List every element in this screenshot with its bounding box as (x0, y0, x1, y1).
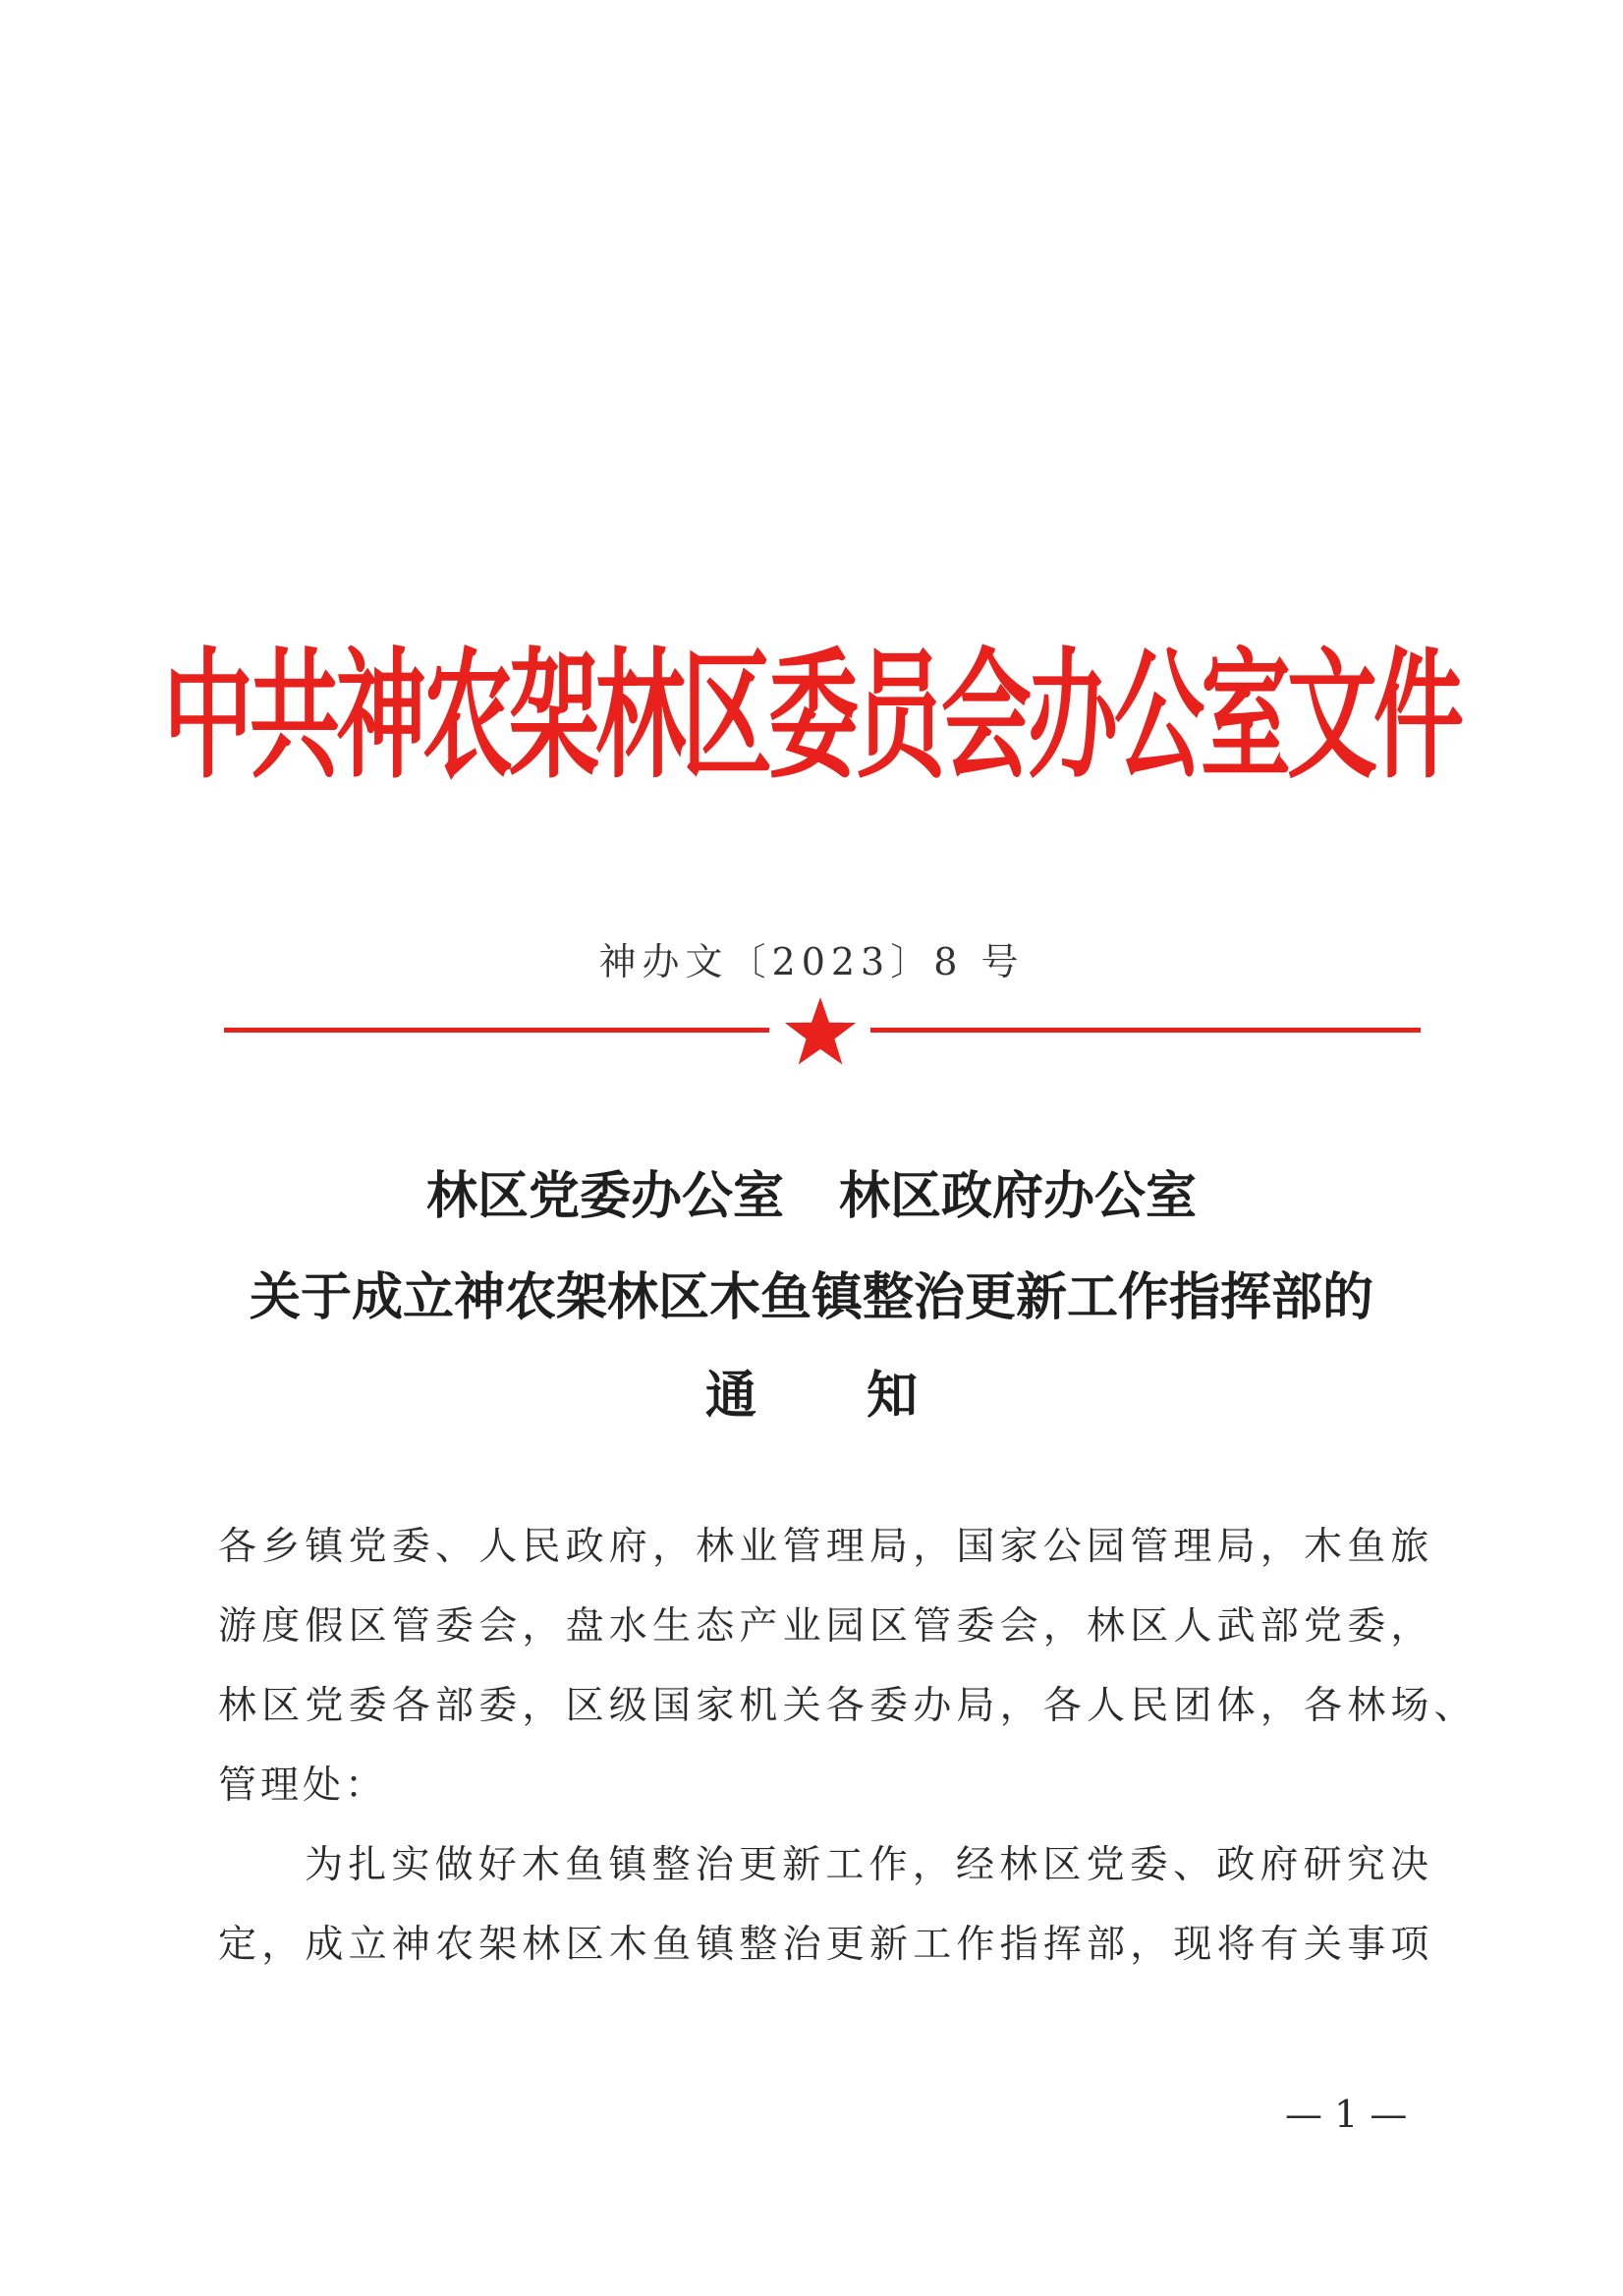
title-char-zhi: 知 (867, 1366, 919, 1426)
document-title-line-2: 关于成立神农架林区木鱼镇整治更新工作指挥部的 (249, 1267, 1373, 1327)
masthead-title: 中共神农架林区委员会办公室文件 (162, 635, 1460, 799)
divider-line-left (224, 1028, 769, 1033)
body-line: 定，成立神农架林区木鱼镇整治更新工作指挥部，现将有关事项 (218, 1923, 1434, 1967)
body-line: 各乡镇党委、人民政府，林业管理局，国家公园管理局，木鱼旅 (218, 1525, 1434, 1569)
document-number: 神办文〔2023〕8 号 (598, 940, 1025, 983)
issuer-party-office: 林区党委办公室 (425, 1166, 784, 1226)
red-star-icon (783, 994, 858, 1069)
document-title-line-3 (0, 1354, 1623, 1428)
document-title-line-1 (0, 1154, 1623, 1228)
divider-line-right (870, 1028, 1421, 1033)
issuer-government-office: 林区政府办公室 (839, 1166, 1198, 1226)
body-line: 管理处： (218, 1764, 388, 1808)
title-char-tong: 通 (704, 1366, 756, 1426)
body-line: 游度假区管委会，盘水生态产业园区管委会，林区人武部党委， (218, 1604, 1434, 1649)
body-line: 林区党委各部委，区级国家机关各委办局，各人民团体，各林场、 (218, 1684, 1478, 1728)
body-line: 为扎实做好木鱼镇整治更新工作，经林区党委、政府研究决 (305, 1843, 1434, 1887)
page-number: — 1 — (1285, 2093, 1408, 2136)
